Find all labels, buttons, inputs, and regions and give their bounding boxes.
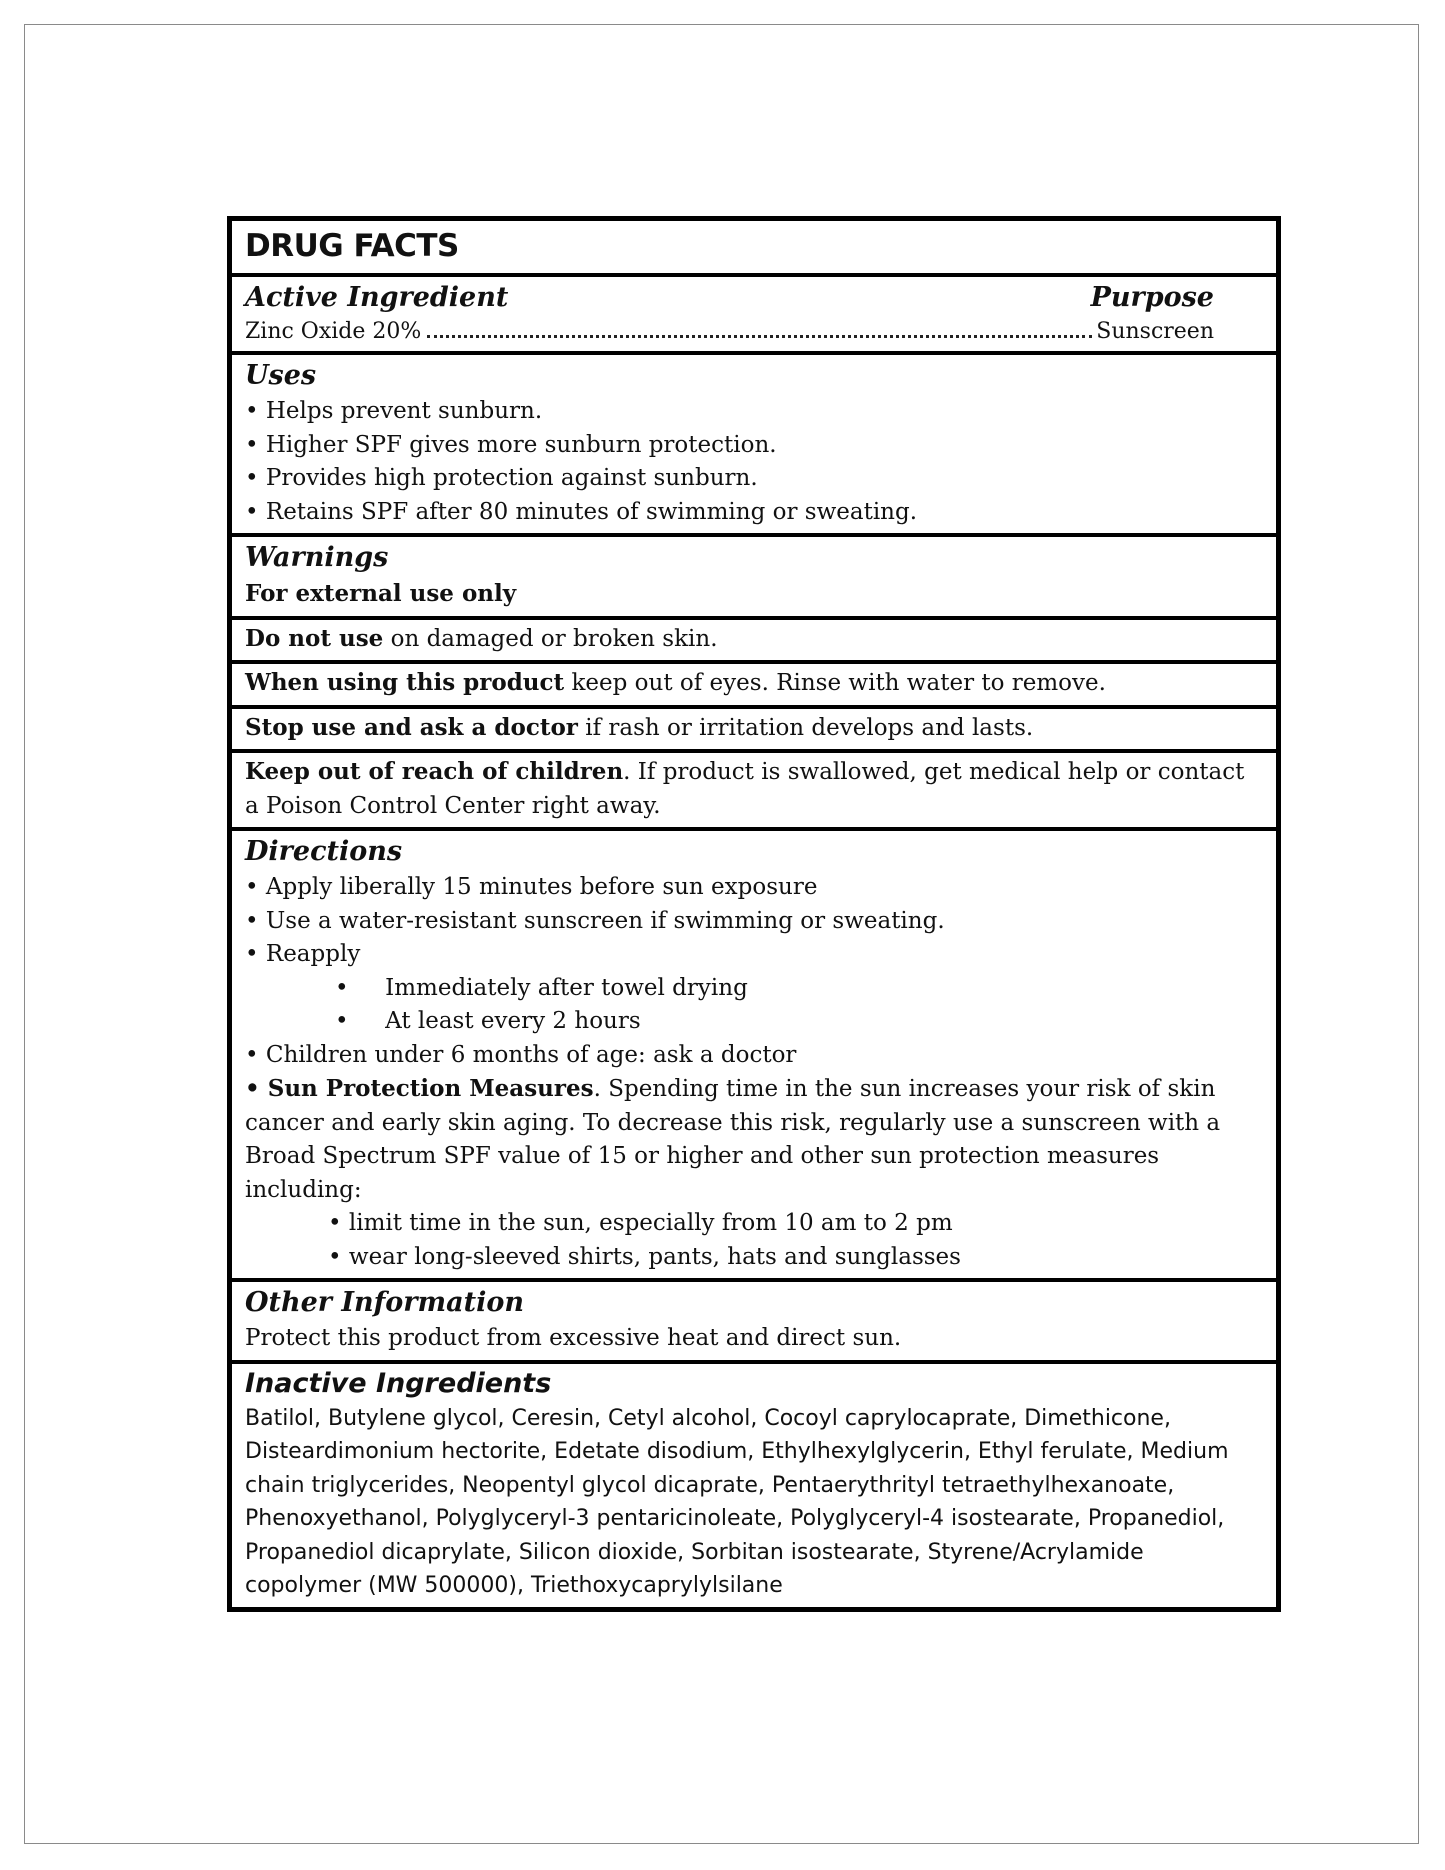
list-item: • Provides high protection against sunburn. — [245, 465, 758, 491]
keep-out-section — [232, 753, 1276, 831]
other-information-section — [232, 1282, 1276, 1364]
list-item: • Immediately after towel drying — [335, 974, 748, 1001]
purpose-heading: Purpose — [1090, 282, 1214, 313]
list-item: • Use a water-resistant sunscreen if swimming or sweating. — [245, 907, 945, 934]
active-ingredient-row — [245, 317, 1264, 347]
inactive-ingredients-text: Batilol, Butylene glycol, Ceresin, Cetyl alcohol, Cocoyl caprylocaprate, Dimethicone, Disteardimonium hectorite, Edetate disodium, Ethylhexylglycerin, Ethyl ferulate, Medium chain triglycerides, Neopentyl glycol dicaprate, Pentaerythrityl tetraethylhexanoate, Phenoxyethanol, Polyglyceryl-3 pentaricinoleate, Polyglyceryl-4 isostearate, Propanediol, Propanediol dicaprylate, Silicon dioxide, Sorbitan isostearate, Styrene/Acrylamide copolymer (MW 500000), Triethoxycaprylylsilane — [245, 1405, 1229, 1598]
list-item: • Children under 6 months of age: ask a doctor — [245, 1041, 797, 1068]
dot-leader — [427, 335, 1092, 338]
drug-facts-panel — [227, 216, 1281, 1612]
active-ingredient-purpose: Sunscreen — [1096, 319, 1214, 344]
list-item: • limit time in the sun, especially from 10 am to 2 pm — [328, 1210, 953, 1236]
do-not-use-section — [232, 620, 1276, 665]
list-item: • Retains SPF after 80 minutes of swimming or sweating. — [245, 498, 918, 525]
warnings-section — [232, 537, 1276, 620]
stop-use-text: if rash or irritation develops and lasts. — [577, 714, 1034, 741]
when-using-text: keep out of eyes. Rinse with water to remove. — [564, 670, 1106, 696]
keep-out-text: . If product is swallowed, get medical help or contact a Poison Control Center right away. — [245, 759, 1245, 819]
list-item: • wear long-sleeved shirts, pants, hats and sunglasses — [328, 1243, 961, 1270]
directions-heading: Directions — [245, 836, 403, 867]
warnings-heading: Warnings — [245, 542, 389, 573]
uses-section — [232, 355, 1276, 537]
active-header-row — [245, 279, 1264, 317]
keep-out-label: Keep out of reach of children — [245, 758, 624, 785]
sun-protection-label: • Sun Protection Measures — [245, 1075, 594, 1102]
sun-protection-text: . Spending time in the sun increases your risk of skin cancer and early skin aging. To decrease this risk, regularly use a sunscreen with a Broad Spectrum SPF value of 15 or higher and other sun protection measures including: — [245, 1076, 1221, 1203]
active-ingredient-heading: Active Ingredient — [245, 282, 509, 313]
external-use-note: For external use only — [245, 580, 517, 607]
directions-section — [232, 831, 1276, 1282]
list-item: • Helps prevent sunburn. — [245, 398, 543, 424]
list-item: • Apply liberally 15 minutes before sun exposure — [245, 874, 818, 900]
active-ingredient-name: Zinc Oxide 20% — [245, 319, 422, 344]
title-section — [232, 221, 1276, 277]
stop-use-label: Stop use and ask a doctor — [245, 713, 578, 741]
sun-protection-paragraph — [245, 1072, 1264, 1207]
list-item: • Reapply — [245, 941, 361, 967]
list-item: • At least every 2 hours — [335, 1008, 641, 1034]
active-ingredient-section — [232, 277, 1276, 355]
drug-facts-title: DRUG FACTS — [245, 228, 459, 264]
do-not-use-label: Do not use — [245, 624, 384, 652]
stop-use-section — [232, 709, 1276, 754]
inactive-ingredients-heading: Inactive Ingredients — [245, 1367, 552, 1399]
when-using-label: When using this product — [245, 669, 565, 696]
list-item: • Higher SPF gives more sunburn protection. — [245, 431, 777, 458]
when-using-section — [232, 664, 1276, 709]
uses-heading: Uses — [245, 360, 317, 391]
inactive-ingredients-section — [232, 1364, 1276, 1607]
other-information-heading: Other Information — [245, 1287, 524, 1318]
other-information-text: Protect this product from excessive heat and direct sun. — [245, 1325, 902, 1351]
do-not-use-text: on damaged or broken skin. — [383, 625, 718, 652]
